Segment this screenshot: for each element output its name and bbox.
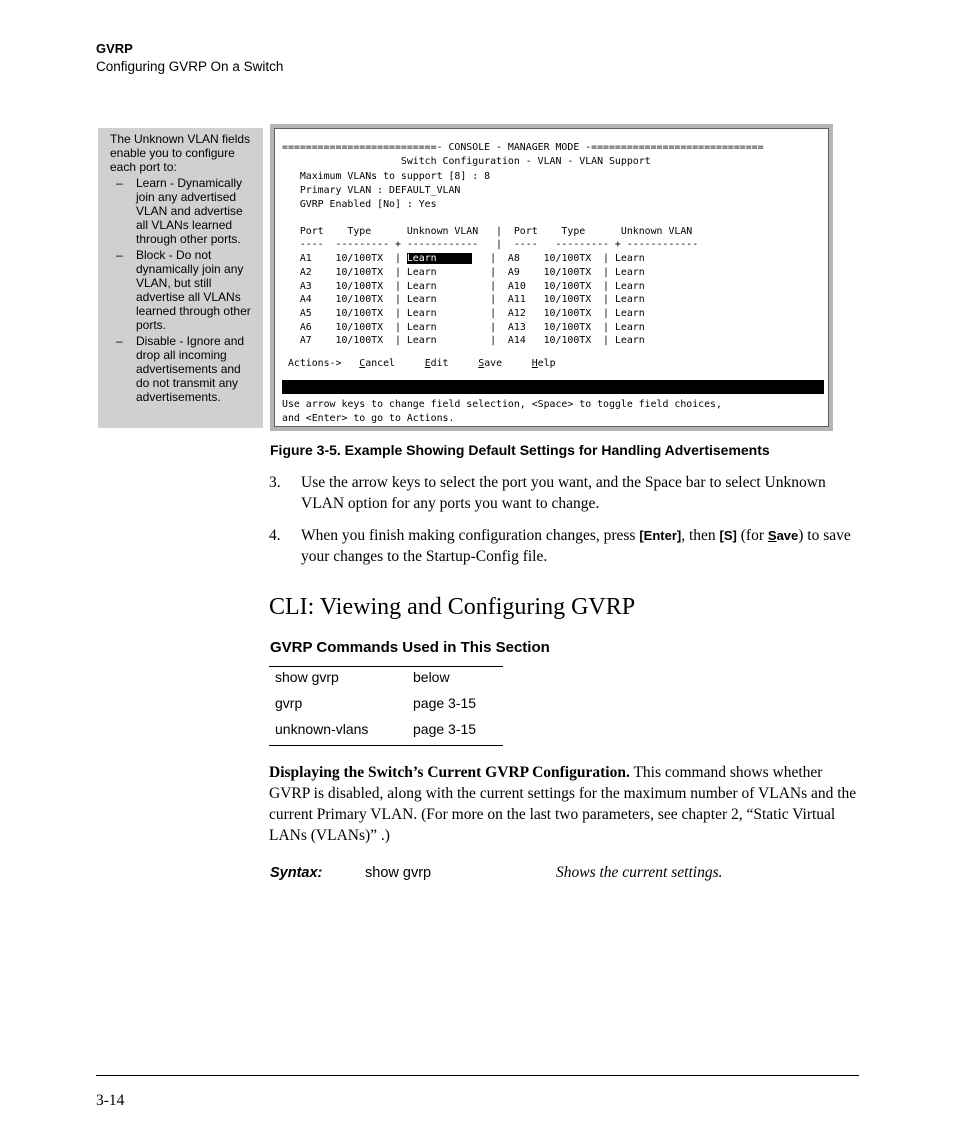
console-title-line: ==========================- CONSOLE - MANAGER MODE -============================= xyxy=(282,142,764,153)
side-note-panel xyxy=(98,128,263,428)
side-note-item-disable: – Disable - Ignore and drop all incoming advertisements and do not transmit any advertisements. xyxy=(116,334,245,404)
unknown-vlan-field[interactable]: Learn xyxy=(406,322,437,333)
table-row xyxy=(269,667,503,693)
cancel-action[interactable]: Cancel xyxy=(359,358,395,369)
dash-bullet: – xyxy=(116,334,123,348)
figure-caption: Figure 3-5. Example Showing Default Settings for Handling Advertisements xyxy=(270,442,770,458)
console-port-row: A1 10/100TX | Learn | A8 10/100TX | Learn xyxy=(282,253,645,264)
commands-table-title: GVRP Commands Used in This Section xyxy=(270,639,550,656)
section-heading: CLI: Viewing and Configuring GVRP xyxy=(269,594,636,620)
console-port-row: A2 10/100TX | Learn | A9 10/100TX | Learn xyxy=(282,267,645,278)
body-paragraph xyxy=(269,762,859,846)
footer-rule xyxy=(96,1075,859,1076)
unknown-vlan-field[interactable]: Learn xyxy=(406,308,437,319)
unknown-vlan-field-selected[interactable]: Learn xyxy=(406,253,473,264)
side-note-item-learn: – Learn - Dynamically join any advertised VLAN and advertise all VLANs learned through other ports. xyxy=(116,176,243,246)
console-status-bar xyxy=(282,380,824,394)
console-port-row: A3 10/100TX | Learn | A10 10/100TX | Learn xyxy=(282,281,645,292)
console-max-vlans: Maximum VLANs to support [8] : 8 xyxy=(282,171,491,182)
dash-bullet: – xyxy=(116,248,123,262)
paragraph-text: This command shows whether GVRP is disabled, along with the current settings for the maximum number of VLANs and the current Primary VLAN. (For more on the last two parameters, see chapter 2, “Static Virtual LANs (VLANs)” .) xyxy=(269,764,857,844)
save-command: Save xyxy=(767,528,799,543)
s-key: [S] xyxy=(719,528,737,543)
console-help-line-1: Use arrow keys to change field selection, <Space> to toggle field choices, xyxy=(282,399,722,410)
console-port-row: A7 10/100TX | Learn | A14 10/100TX | Learn xyxy=(282,335,645,346)
console-help-line-2: and <Enter> to go to Actions. xyxy=(282,413,455,424)
syntax-command: show gvrp xyxy=(365,865,432,881)
syntax-description: Shows the current settings. xyxy=(556,864,723,881)
command-cell: gvrp xyxy=(275,695,303,711)
table-row xyxy=(269,693,503,719)
table-row xyxy=(269,719,503,745)
side-note-intro: The Unknown VLAN fields enable you to configure each port to: xyxy=(110,132,251,174)
step-text: When you finish making configuration changes, press [Enter], then [S] (for Save) to save your changes to the Startup-Config file. xyxy=(301,527,851,565)
step-number: 3. xyxy=(269,474,281,491)
unknown-vlan-field[interactable]: Learn xyxy=(406,294,437,305)
running-header-chapter: GVRP xyxy=(96,41,133,56)
page-number: 3-14 xyxy=(96,1092,125,1109)
console-gvrp-enabled: GVRP Enabled [No] : Yes xyxy=(282,199,437,210)
console-screen xyxy=(274,128,829,427)
console-subtitle: Switch Configuration - VLAN - VLAN Support xyxy=(282,156,651,167)
console-column-header: Port Type Unknown VLAN | Port Type Unknown VLAN xyxy=(282,226,693,237)
side-note-item-block: – Block - Do not dynamically join any VLAN, but still advertise all VLANs learned through other ports. xyxy=(116,248,251,332)
syntax-label: Syntax: xyxy=(270,865,323,881)
run-in-heading: Displaying the Switch’s Current GVRP Configuration. xyxy=(269,764,630,781)
actions-label: Actions-> xyxy=(282,358,342,369)
page-cell: page 3-15 xyxy=(413,721,477,737)
console-screenshot-frame xyxy=(270,124,833,431)
command-cell: show gvrp xyxy=(275,669,339,685)
unknown-vlan-field[interactable]: Learn xyxy=(406,281,437,292)
console-port-row: A5 10/100TX | Learn | A12 10/100TX | Learn xyxy=(282,308,645,319)
console-column-rule: ---- --------- + ------------ | ---- --------- + ------------ xyxy=(282,239,699,250)
step-number: 4. xyxy=(269,527,281,544)
step-4 xyxy=(269,525,859,567)
enter-key: [Enter] xyxy=(639,528,682,543)
step-text: Use the arrow keys to select the port you want, and the Space bar to select Unknown VLAN option for any ports you want to change. xyxy=(301,474,826,512)
console-actions-row xyxy=(282,358,556,370)
edit-action[interactable]: Edit xyxy=(424,358,449,369)
unknown-vlan-field[interactable]: Learn xyxy=(406,267,437,278)
save-action[interactable]: Save xyxy=(478,358,503,369)
step-3 xyxy=(269,472,859,514)
help-action[interactable]: Help xyxy=(531,358,556,369)
command-cell: unknown-vlans xyxy=(275,721,369,737)
running-header-section: Configuring GVRP On a Switch xyxy=(96,59,284,74)
console-port-row: A4 10/100TX | Learn | A11 10/100TX | Learn xyxy=(282,294,645,305)
page-cell: below xyxy=(413,669,450,685)
unknown-vlan-field[interactable]: Learn xyxy=(406,335,437,346)
side-note-list xyxy=(110,176,257,404)
console-port-row: A6 10/100TX | Learn | A13 10/100TX | Learn xyxy=(282,322,645,333)
page-cell: page 3-15 xyxy=(413,695,477,711)
console-primary-vlan: Primary VLAN : DEFAULT_VLAN xyxy=(282,185,461,196)
commands-table xyxy=(269,666,503,746)
dash-bullet: – xyxy=(116,176,123,190)
